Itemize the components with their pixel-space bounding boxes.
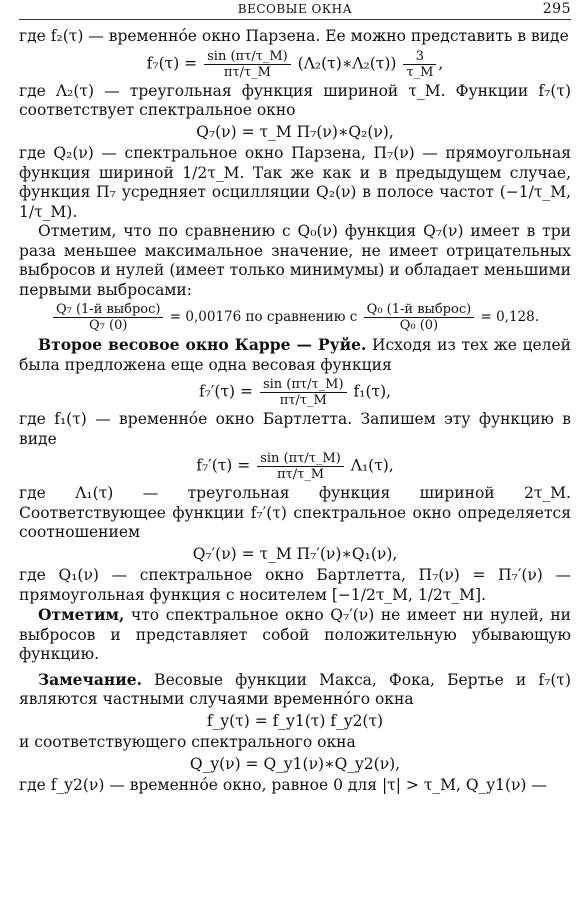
eq5-denominator: πτ/τ_M (276, 467, 325, 482)
eq4-end: f₁(τ), (353, 382, 392, 401)
eq3-denominator-2: Q₀ (0) (399, 318, 439, 333)
header-title: ВЕСОВЫЕ ОКНА (237, 1, 353, 16)
paragraph-2: где Λ₂(τ) — треугольная функция шириной τ_M. Функции f₇(τ) соответствует спектральное окно (19, 81, 571, 119)
paragraph-5 (19, 335, 571, 375)
eq5-end: Λ₁(τ), (350, 456, 394, 475)
eq3-middle: = 0,00176 по сравнению с (169, 309, 358, 325)
bold-remark: Замечание. (38, 669, 143, 689)
paragraph-7: где Λ₁(τ) — треугольная функция шириной 2τ_M. Соответствующее функции f₇′(τ) спектральное окно определяется соотношением (19, 484, 571, 541)
eq4-numerator: sin (πτ/τ_M) (260, 377, 347, 393)
eq4-denominator: πτ/τ_M (279, 393, 327, 408)
eq3-end: = 0,128. (480, 309, 540, 325)
eq3-numerator-2: Q₀ (1-й выброс) (364, 302, 475, 318)
equation-3 (19, 302, 571, 333)
equation-8: Q_y(ν) = Q_y1(ν)∗Q_y2(ν), (189, 754, 401, 773)
equation-1 (19, 49, 571, 80)
eq4-fraction (260, 377, 347, 408)
equation-4 (19, 377, 571, 408)
paragraph-4: Отметим, что по сравнению с Q₀(ν) функция Q₇(ν) имеет в три раза меньшее максимальное значение, не имеет отрицательных выбросов и нулей (имеет только минимумы) и обладает меньшими первыми выбросами: (19, 222, 571, 299)
paragraph-9-text: что спектральное окно Q₇′(ν) не имеет ни нулей, ни выбросов и представляет собой положительную убывающую функцию. (19, 606, 571, 663)
paragraph-3: где Q₂(ν) — спектральное окно Парзена, Π₇(ν) — прямоугольная функция шириной 1/2τ_M. Так же как и в предыдущем случае, функция Π₇ усредняет осцилляции Q₂(ν) в полосе частот (−1/τ_M, 1/τ_M). (19, 144, 571, 221)
paragraph-11: и соответствующего спектрального окна (19, 733, 356, 751)
eq3-fraction-1 (53, 302, 164, 333)
paragraph-10-text: Весовые функции Макса, Фока, Бертье и f₇(τ) являются частными случаями временнóго окна (19, 670, 571, 708)
eq4-lhs: f₇′(τ) = (198, 382, 254, 401)
paragraph-5-text: Исходя из тех же целей была предложена еще одна весовая функция (19, 336, 571, 374)
eq1-lhs: f₇(τ) = (146, 54, 198, 72)
eq1-fraction (204, 49, 291, 80)
eq1-middle: (Λ₂(τ)∗Λ₂(τ)) (297, 54, 397, 72)
paragraph-12: где f_y2(ν) — временнóе окно, равное 0 для |τ| > τ_M, Q_y1(ν) — (19, 776, 547, 794)
paragraph-8: где Q₁(ν) — спектральное окно Бартлетта, Π₇(ν) = Π₇′(ν) — прямоугольная функция с носителем [−1/2τ_M, 1/2τ_M]. (19, 566, 571, 604)
eq5-fraction (257, 451, 344, 482)
equation-6: Q₇′(ν) = τ_M Π₇′(ν)∗Q₁(ν), (192, 544, 398, 563)
eq5-lhs: f₇′(τ) = (196, 456, 251, 475)
equation-2: Q₇(ν) = τ_M Π₇(ν)∗Q₂(ν), (196, 122, 394, 141)
paragraph-10 (19, 670, 571, 710)
eq5-numerator: sin (πτ/τ_M) (257, 451, 344, 467)
equation-7: f_y(τ) = f_y1(τ) f_y2(τ) (206, 711, 384, 730)
eq3-fraction-2 (364, 302, 475, 333)
bold-note-otmetim: Отметим, (38, 605, 125, 624)
eq1-denominator-2: τ_M (406, 64, 434, 80)
eq1-fraction-2 (403, 49, 436, 80)
running-header (19, 0, 571, 20)
page-number: 295 (542, 0, 571, 17)
eq1-end: , (438, 54, 444, 72)
equation-5 (19, 451, 571, 482)
eq1-denominator: πτ/τ_M (223, 64, 271, 80)
eq3-denominator-1: Q₇ (0) (89, 318, 128, 333)
paragraph-6: где f₁(τ) — временнóе окно Бартлетта. Запишем эту функцию в виде (19, 410, 571, 448)
paragraph-1: где f₂(τ) — временнóе окно Парзена. Ее можно представить в виде (19, 27, 569, 45)
section-heading-karre-ruye: Второе весовое окно Карре — Руйе. (38, 335, 367, 354)
paragraph-9 (19, 605, 571, 665)
eq1-numerator: sin (πτ/τ_M) (204, 49, 291, 65)
eq3-numerator-1: Q₇ (1-й выброс) (53, 302, 164, 318)
eq1-numerator-2: 3 (403, 49, 436, 65)
